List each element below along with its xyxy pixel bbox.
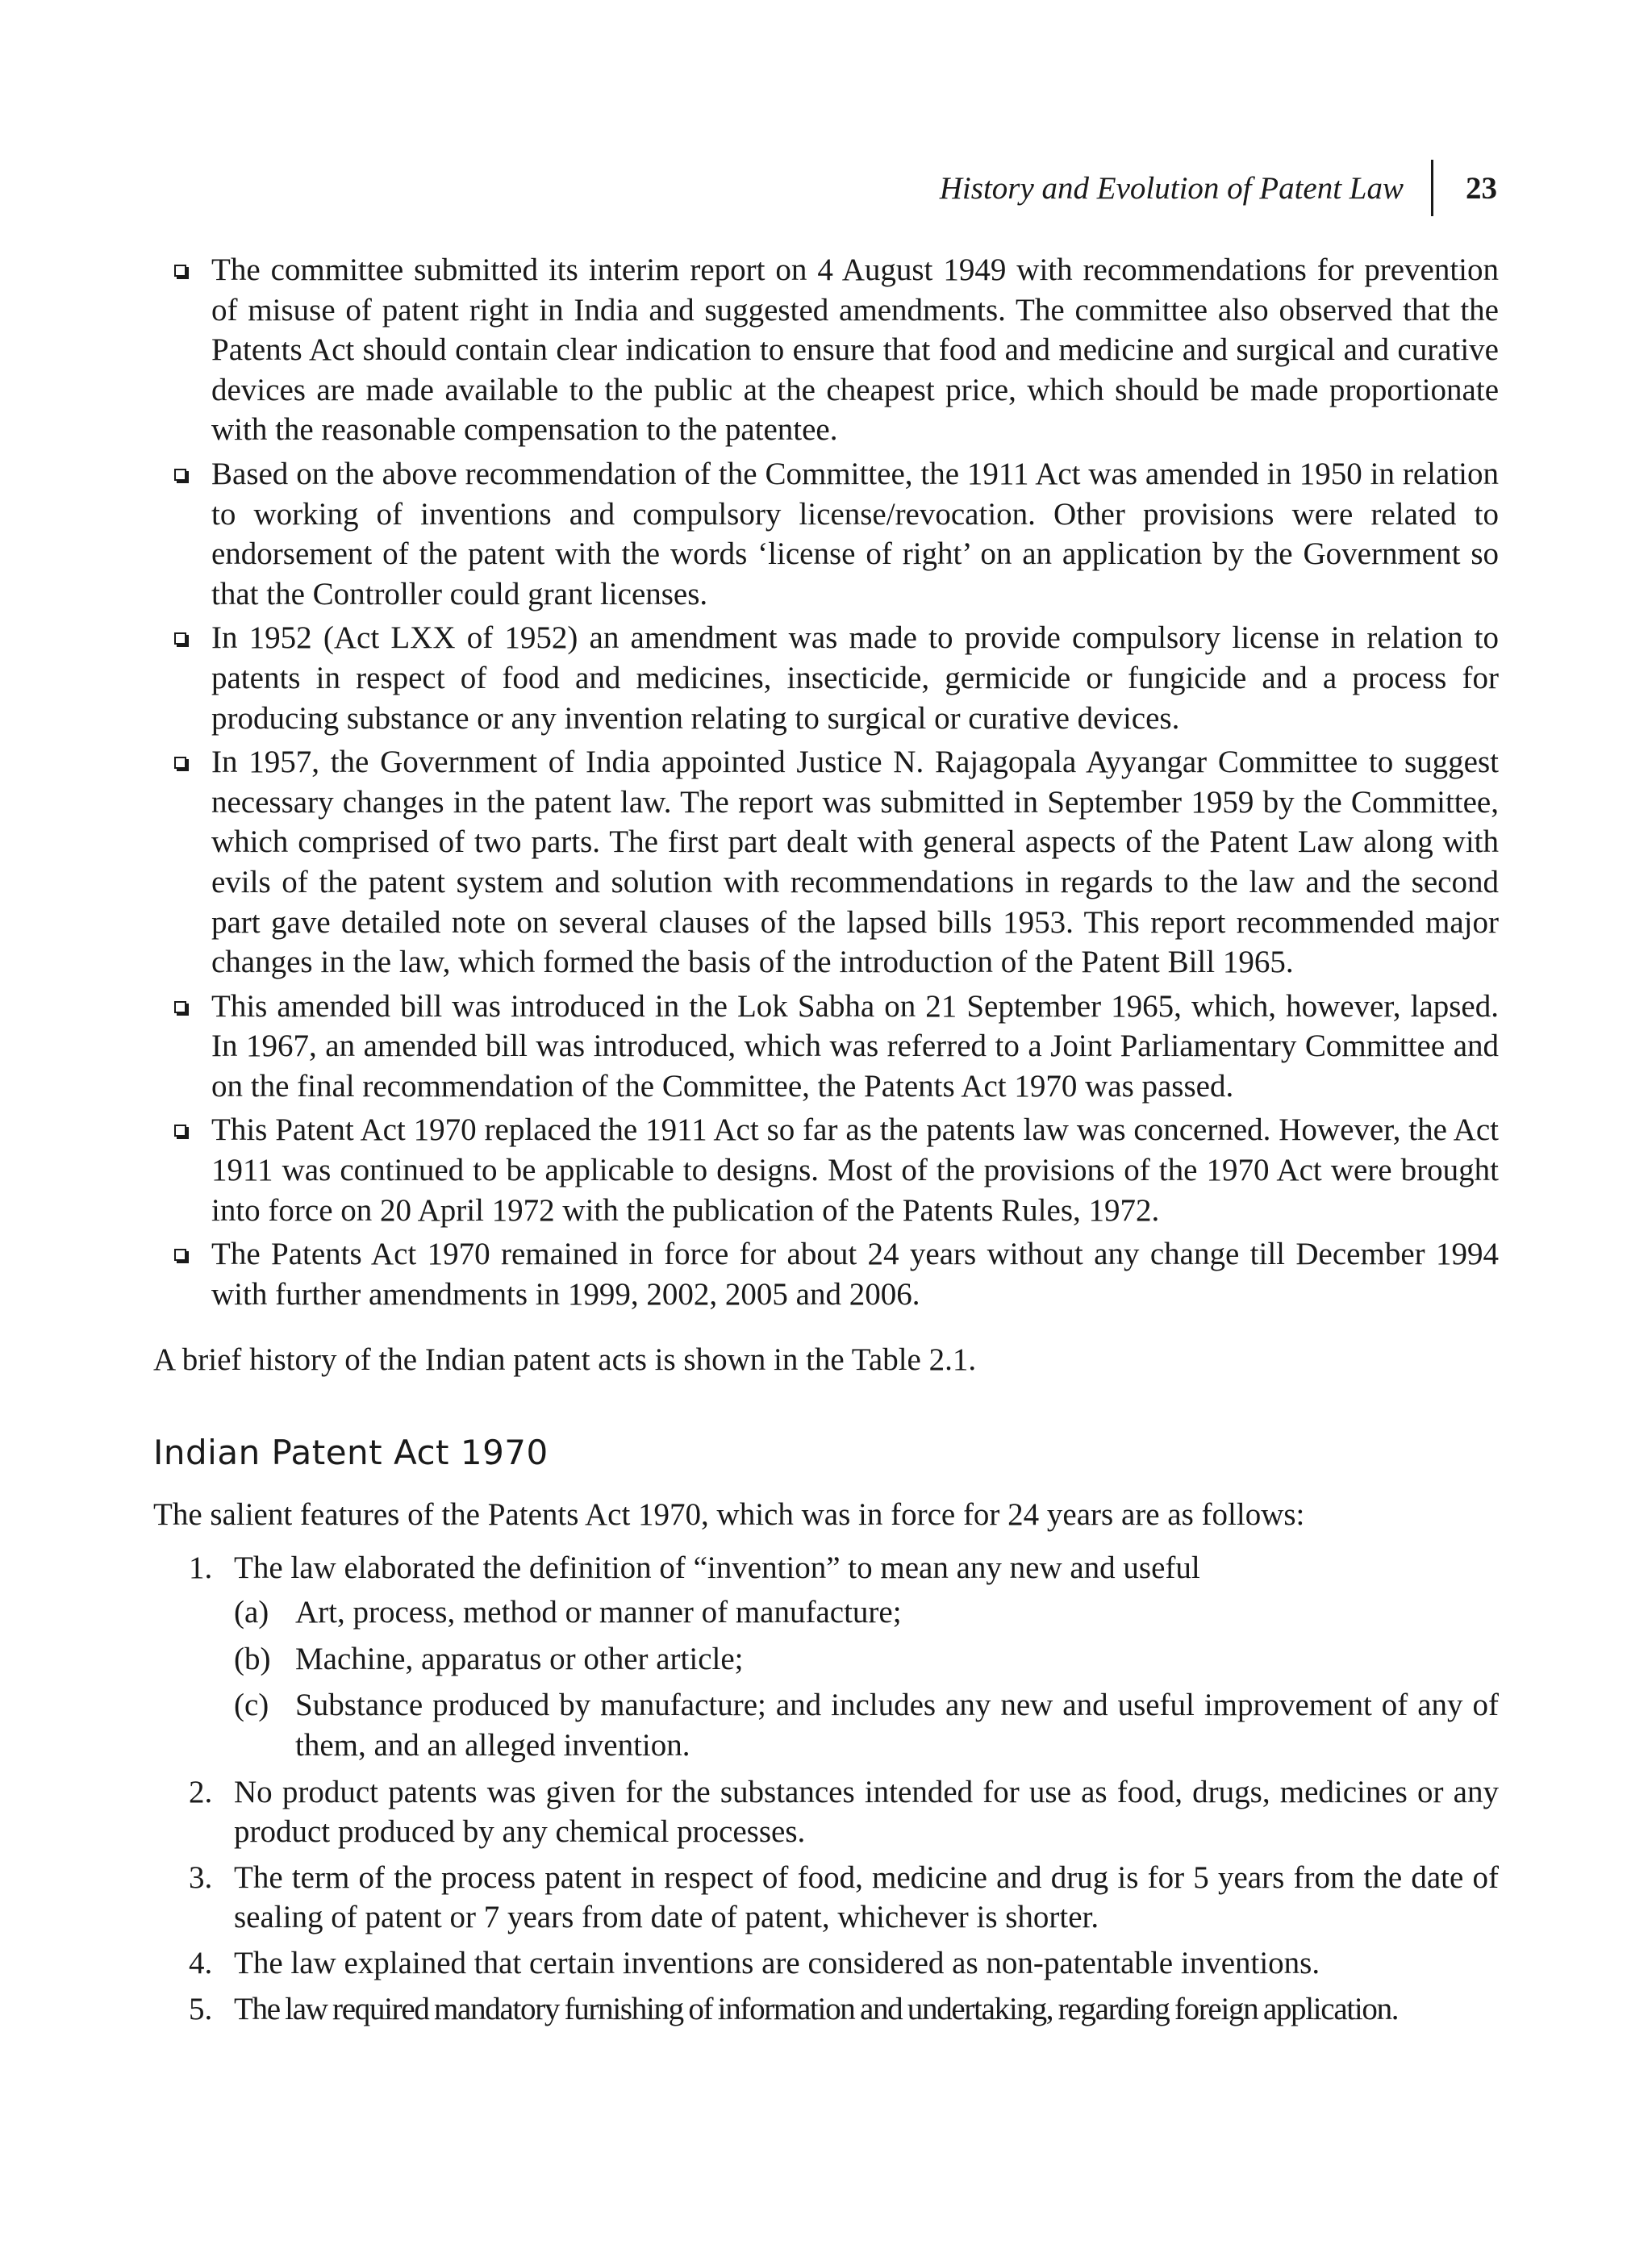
sub-item-label: (c) — [234, 1688, 269, 1723]
checkbox-bullet-icon — [174, 632, 186, 645]
bullet-text: This Patent Act 1970 replaced the 1911 Act so far as the patents law was concerned. However, the Act 1911 was continued to be applicable to designs. Most of the provisions of the 1970 Act were brought into force on 20 April 1972 with the publication of the Patents Rules, 1972. — [211, 1112, 1499, 1228]
item-text: The law elaborated the definition of “invention” to mean any new and useful — [234, 1550, 1200, 1585]
item-text: The law required mandatory furnishing of information and undertaking, regarding foreign application. — [234, 1991, 1399, 2026]
item-number: 3. — [189, 1859, 213, 1895]
page-number: 23 — [1466, 170, 1497, 206]
running-header — [940, 160, 1497, 216]
list-item — [153, 1772, 1499, 1852]
section-intro: The salient features of the Patents Act 1970, which was in force for 24 years are as follows: — [153, 1497, 1305, 1533]
list-item — [153, 1548, 1499, 1766]
sub-item-text: Art, process, method or manner of manufacture; — [295, 1595, 902, 1630]
list-item — [153, 1110, 1499, 1230]
item-number: 1. — [189, 1550, 213, 1585]
bullet-text: The committee submitted its interim report on 4 August 1949 with recommendations for prevention of misuse of patent right in India and suggested amendments. The committee also observed that the Patents Act should contain clear indication to ensure that food and medicine and surgical and curative devices are made available to the public at the cheapest price, which should be made proportionate with the reasonable compensation to the patentee. — [211, 252, 1499, 448]
list-item — [153, 1858, 1499, 1938]
sub-list-item — [234, 1685, 1499, 1765]
bullet-text: Based on the above recommendation of the Committee, the 1911 Act was amended in 1950 in relation to working of inventions and compulsory license/revocation. Other provisions were related to endorsement of the patent with the words ‘license of right’ on an application by the Government so that the Controller could grant licenses. — [211, 456, 1499, 611]
sub-item-text: Machine, apparatus or other article; — [295, 1641, 744, 1676]
brief-history-paragraph: A brief history of the Indian patent acts is shown in the Table 2.1. — [153, 1342, 977, 1378]
sub-item-text: Substance produced by manufacture; and includes any new and useful improvement of any of them, and an alleged invention. — [295, 1688, 1499, 1763]
bullet-text: This amended bill was introduced in the Lok Sabha on 21 September 1965, which, however, lapsed. In 1967, an amended bill was introduced, which was referred to a Joint Parliamentary Committee and on the final recommendation of the Committee, the Patents Act 1970 was passed. — [211, 988, 1499, 1104]
list-item — [153, 1989, 1499, 2030]
checkbox-bullet-icon — [174, 1249, 186, 1261]
checkbox-bullet-icon — [174, 265, 186, 277]
checkbox-bullet-icon — [174, 1001, 186, 1013]
sub-item-label: (b) — [234, 1641, 271, 1676]
running-title: History and Evolution of Patent Law — [939, 170, 1404, 206]
item-text: The term of the process patent in respect of food, medicine and drug is for 5 years from the date of sealing of patent or 7 years from date of patent, whichever is shorter. — [234, 1859, 1499, 1935]
numbered-list — [153, 1548, 1499, 2030]
list-item — [153, 987, 1499, 1107]
list-item — [153, 250, 1499, 450]
sub-item-label: (a) — [234, 1595, 269, 1630]
item-number: 2. — [189, 1774, 213, 1809]
bullet-text: The Patents Act 1970 remained in force for about 24 years without any change till December 1994 with further amendments in 1999, 2002, 2005 and 2006. — [211, 1237, 1499, 1312]
bullet-text: In 1952 (Act LXX of 1952) an amendment was made to provide compulsory license in relation to patents in respect of food and medicines, insecticide, germicide or fungicide and a process for producing substance or any invention relating to surgical or curative devices. — [211, 620, 1499, 736]
list-item — [153, 1234, 1499, 1314]
list-item — [153, 742, 1499, 983]
checkbox-bullet-icon — [174, 757, 186, 769]
sub-list — [234, 1592, 1499, 1765]
sub-list-item — [234, 1639, 1499, 1680]
checkbox-bullet-icon — [174, 1125, 186, 1137]
item-text: The law explained that certain inventions are considered as non-patentable inventions. — [234, 1945, 1320, 1980]
bullet-list — [153, 250, 1499, 1314]
list-item — [153, 454, 1499, 614]
list-item — [153, 618, 1499, 738]
checkbox-bullet-icon — [174, 469, 186, 481]
bullet-text: In 1957, the Government of India appointed Justice N. Rajagopala Ayyangar Committee to suggest necessary changes in the patent law. The report was submitted in September 1959 by the Committee, which comprised of two parts. The first part dealt with general aspects of the Patent Law along with evils of the patent system and solution with recommendations in regards to the law and the second part gave detailed note on several clauses of the lapsed bills 1953. This report recommended major changes in the law, which formed the basis of the introduction of the Patent Bill 1965. — [211, 745, 1499, 980]
item-number: 4. — [189, 1945, 213, 1980]
section-heading: Indian Patent Act 1970 — [153, 1433, 549, 1473]
list-item — [153, 1943, 1499, 1984]
page-body — [153, 250, 1499, 2034]
item-number: 5. — [189, 1991, 213, 2026]
sub-list-item — [234, 1592, 1499, 1633]
item-text: No product patents was given for the substances intended for use as food, drugs, medicines or any product produced by any chemical processes. — [234, 1774, 1499, 1850]
